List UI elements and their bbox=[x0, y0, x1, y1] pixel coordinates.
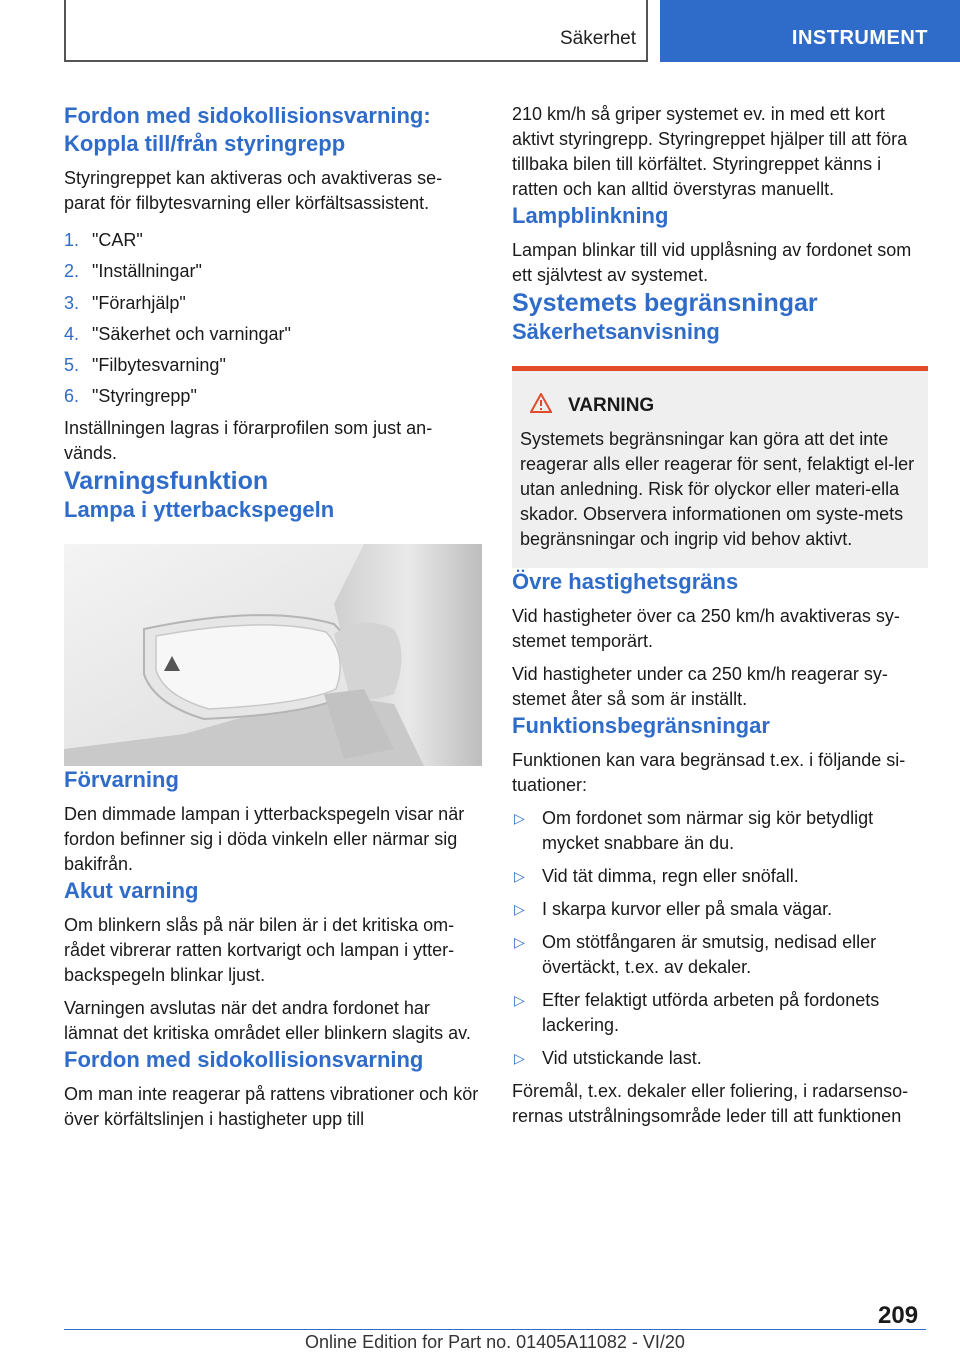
warning-triangle-icon bbox=[530, 393, 568, 419]
list-item: 6. "Styringrepp" bbox=[64, 386, 197, 407]
triangle-bullet-icon: ▷ bbox=[514, 901, 525, 917]
list-item: ▷ Om stötfångaren är smutsig, nedisad eller övertäckt, t.ex. av dekaler. bbox=[514, 932, 877, 977]
paragraph-upper-speed-1: Vid hastigheter över ca 250 km/h avaktiveras sy-stemet temporärt. bbox=[512, 606, 900, 651]
paragraph-acute-warning: Om blinkern slås på när bilen är i det kritiska om-rådet vibrerar ratten kortvarigt och lampan i ytter-backspegeln blinkar ljust. bbox=[64, 914, 455, 985]
footer-edition: Online Edition for Part no. 01405A11082 - VI/20 bbox=[305, 1332, 685, 1352]
list-item: ▷ Efter felaktigt utförda arbeten på fordonets lackering. bbox=[514, 990, 880, 1035]
list-item: ▷ Vid tät dimma, regn eller snöfall. bbox=[512, 864, 928, 889]
warning-title: VARNING bbox=[530, 393, 920, 419]
right-column bbox=[512, 102, 928, 1129]
list-item: ▷ Vid utstickande last. bbox=[512, 1046, 928, 1071]
triangle-bullet-icon: ▷ bbox=[514, 934, 525, 950]
triangle-bullet-icon: ▷ bbox=[514, 1050, 525, 1066]
list-item: 3. "Förarhjälp" bbox=[64, 292, 186, 313]
paragraph-setting-saved: Inställningen lagras i förarprofilen som just an-vänds. bbox=[64, 417, 433, 463]
settings-steps-list bbox=[64, 228, 482, 409]
list-item: 4. "Säkerhet och varningar" bbox=[64, 323, 291, 344]
left-column bbox=[64, 102, 482, 1132]
heading-sidocollision: Fordon med sidokollisionsvarning bbox=[64, 1046, 424, 1072]
heading-function-limits: Funktionsbegränsningar bbox=[512, 713, 770, 738]
header-section-label: Säkerhet bbox=[559, 28, 636, 49]
paragraph-sidocollision-steering: Styringreppet kan aktiveras och avaktiveras se-parat för filbytesvarning eller körfältsassistent. bbox=[64, 168, 443, 213]
heading-sidocollision-steering: Fordon med sidokollisionsvarning: Koppla till/från styringrepp bbox=[64, 103, 431, 156]
mirror-illustration bbox=[64, 544, 482, 766]
heading-warning-function: Varningsfunktion bbox=[64, 466, 269, 495]
heading-upper-speed-limit: Övre hastighetsgräns bbox=[512, 569, 739, 594]
warning-box bbox=[512, 366, 928, 568]
list-item: 2. "Inställningar" bbox=[64, 261, 202, 282]
heading-mirror-lamp: Lampa i ytterbackspegeln bbox=[64, 496, 335, 522]
list-item: 5. "Filbytesvarning" bbox=[64, 355, 226, 376]
paragraph-sidocollision: Om man inte reagerar på rattens vibrationer och kör över körfältslinjen i hastigheter upp till bbox=[64, 1083, 479, 1129]
footer-divider bbox=[64, 1329, 926, 1330]
paragraph-objects-radar: Föremål, t.ex. dekaler eller foliering, i radarsenso-rernas utstrålningsområde leder till att funktionen bbox=[512, 1081, 909, 1126]
list-item: ▷ I skarpa kurvor eller på smala vägar. bbox=[512, 897, 928, 922]
list-item: ▷ Om fordonet som närmar sig kör betydligt mycket snabbare än du. bbox=[514, 808, 874, 853]
paragraph-lamp-flash: Lampan blinkar till vid upplåsning av fordonet som ett självtest av systemet. bbox=[512, 240, 912, 285]
page-number: 209 bbox=[878, 1302, 919, 1329]
heading-safety-note: Säkerhetsanvisning bbox=[512, 319, 720, 344]
paragraph-prewarning: Den dimmade lampan i ytterbackspegeln visar när fordon befinner sig i döda vinkeln eller närmar sig bakifrån. bbox=[64, 803, 465, 874]
triangle-bullet-icon: ▷ bbox=[514, 992, 525, 1008]
heading-acute-warning: Akut varning bbox=[64, 877, 199, 903]
paragraph-warning-ends: Varningen avslutas när det andra fordonet har lämnat det kritiska området eller blinkern slagits av. bbox=[64, 997, 471, 1043]
header-chapter-label: INSTRUMENT bbox=[791, 27, 928, 49]
paragraph-upper-speed-2: Vid hastigheter under ca 250 km/h reagerar sy-stemet åter så som är inställt. bbox=[512, 664, 888, 709]
heading-prewarning: Förvarning bbox=[64, 766, 179, 792]
triangle-bullet-icon: ▷ bbox=[514, 868, 525, 884]
list-item: 1. "CAR" bbox=[64, 230, 143, 250]
heading-lamp-flash: Lampblinkning bbox=[512, 203, 669, 228]
function-limits-list bbox=[512, 806, 928, 1071]
warning-text: Systemets begränsningar kan göra att det inte reagerar alls eller reagerar för sent, felaktigt el-ler utan anledning. Risk för olyckor eller materi-ella skador. Observera informationen om syste-mets begränsningar och ingrip vid behov aktivt. bbox=[520, 429, 915, 549]
paragraph-continuation: 210 km/h så griper systemet ev. in med ett kort aktivt styringrepp. Styringreppet hjälper till att föra tillbaka bilen till körfältet. Styringreppet känns i ratten och kan alltid överstyras manuellt. bbox=[512, 104, 908, 199]
heading-system-limits: Systemets begränsningar bbox=[512, 289, 818, 317]
triangle-bullet-icon: ▷ bbox=[514, 810, 525, 826]
paragraph-function-limits: Funktionen kan vara begränsad t.ex. i följande si-tuationer: bbox=[512, 750, 906, 795]
